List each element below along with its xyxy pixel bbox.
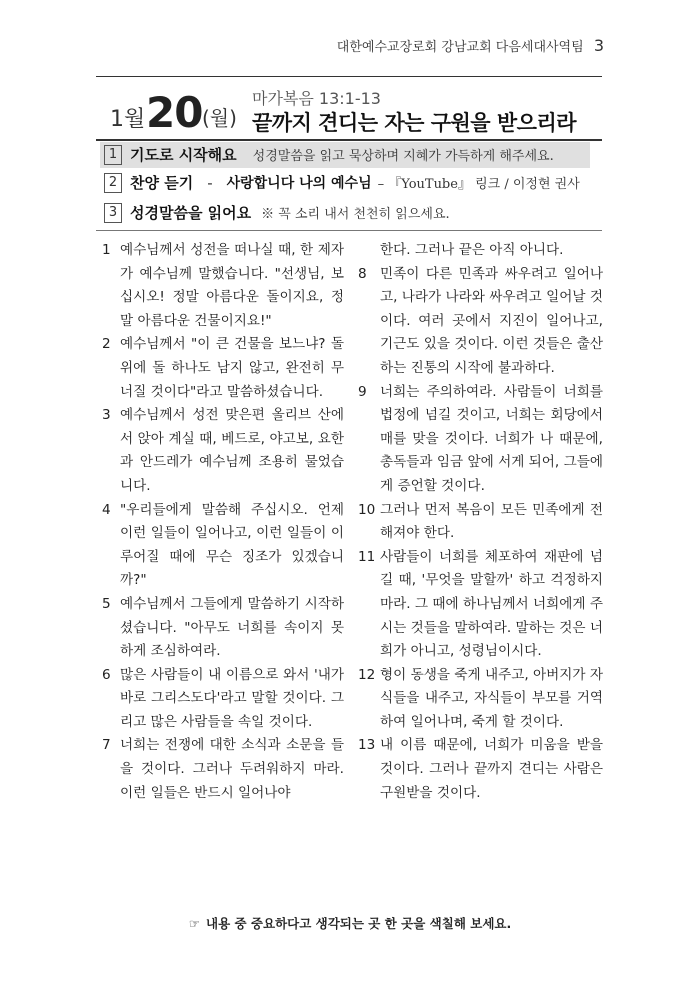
page-number: 3 (593, 36, 604, 55)
scripture-reference: 마가복음 13:1-13 (252, 89, 381, 108)
verse-number: 13 (358, 737, 376, 754)
verse (102, 734, 344, 805)
title-divider (96, 139, 602, 141)
verse (358, 263, 603, 381)
verse-text: 민족이 다른 민족과 싸우려고 일어나고, 나라가 나라와 싸우려고 일어날 것이다. 여러 곳에서 지진이 일어나고, 기근도 있을 것이다. 이런 것들은 출산하는 진통의 시작에 불과하다. (380, 265, 603, 376)
verse (358, 546, 603, 664)
step-read (104, 202, 450, 226)
verse-text: 너희는 주의하여라. 사람들이 너희를 법정에 넘길 것이고, 너희는 회당에서 매를 맞을 것이다. 너희가 나 때문에, 총독들과 임금 앞에 서게 되어, 그들에게 증언할 것이다. (380, 383, 603, 494)
step-description: ※ 꼭 소리 내서 천천히 읽으세요. (261, 207, 450, 222)
steps-divider (96, 230, 602, 231)
verse-text: "우리들에게 말씀해 주십시오. 언제 이런 일들이 일어나고, 이런 일들이 이루어질 때에 무슨 징조가 있겠습니까?" (120, 501, 344, 589)
verse-number: 5 (102, 595, 111, 612)
verse (102, 333, 344, 404)
hand-pointing-icon: ☞ (188, 916, 200, 931)
date-weekday: (월) (202, 106, 237, 130)
verse-number: 2 (102, 336, 111, 353)
verse (102, 593, 344, 664)
verse-text: 많은 사람들이 내 이름으로 와서 '내가 바로 그리스도다'라고 말할 것이다. 그리고 많은 사람들을 속일 것이다. (120, 666, 344, 730)
step-dash: - (207, 173, 213, 192)
step-number-box: 2 (104, 173, 122, 193)
step-number-box: 1 (104, 145, 122, 165)
step-label: 성경말씀을 읽어요 (130, 204, 252, 222)
verse (358, 734, 603, 805)
step-number-box: 3 (104, 203, 122, 223)
page-header (337, 36, 604, 55)
verse-text: 예수님께서 그들에게 말씀하기 시작하셨습니다. "아무도 너희를 속이지 못하게 조심하여라. (120, 595, 344, 660)
scripture-column-right (358, 239, 603, 805)
verse (102, 499, 344, 593)
verse-text: 너희는 전쟁에 대한 소식과 소문을 들을 것이다. 그러나 두려워하지 마라. 이런 일들은 반드시 일어나야 (120, 737, 344, 801)
verse-text: 형이 동생을 죽게 내주고, 아버지가 자식들을 내주고, 자식들이 부모를 거역하여 일어나며, 죽게 할 것이다. (380, 666, 603, 730)
verse (102, 239, 344, 333)
step-label: 기도로 시작해요 (130, 146, 237, 164)
verse-number: 11 (358, 548, 376, 565)
verse-continuation: 한다. 그러나 끝은 아직 아니다. (380, 242, 564, 258)
verse-text: 그러나 먼저 복음이 모든 민족에게 전해져야 한다. (380, 501, 603, 542)
step-praise (104, 172, 580, 196)
page-title: 끝까지 견디는 자는 구원을 받으리라 (252, 111, 577, 135)
header-team: 다음세대사역팀 (495, 40, 584, 55)
verse (358, 499, 603, 546)
step-label: 찬양 듣기 (130, 174, 194, 192)
verse-text: 내 이름 때문에, 너희가 미움을 받을 것이다. 그러나 끝까지 견디는 사람은 구원받을 것이다. (380, 737, 603, 801)
scripture-column-left (102, 239, 344, 805)
song-title: 사랑합니다 나의 예수님 (226, 175, 372, 192)
date-day: 20 (146, 88, 203, 137)
step-prayer (104, 144, 554, 168)
verse-number: 10 (358, 501, 376, 518)
verse-number: 6 (102, 666, 111, 683)
header-church: 강남교회 (441, 40, 492, 55)
verse-number: 8 (358, 265, 367, 282)
header-divider (96, 76, 602, 77)
verse-text: 사람들이 너희를 체포하여 재판에 넘길 때, '무엇을 말할까' 하고 걱정하지 마라. 그 때에 하나님께서 너희에게 주시는 것들을 말하여라. 말하는 것은 너희가 아니고, 성령님이시다. (380, 548, 603, 660)
verse (358, 381, 603, 499)
verse (102, 404, 344, 498)
verse-number: 3 (102, 407, 111, 424)
verse-number: 7 (102, 737, 111, 754)
verse-number: 1 (102, 242, 111, 258)
verse-text: 예수님께서 성전 맞은편 올리브 산에서 앉아 계실 때, 베드로, 야고보, 요한과 안드레가 예수님께 조용히 물었습니다. (120, 407, 344, 494)
verse-number: 9 (358, 383, 367, 400)
verse-number: 4 (102, 501, 111, 518)
header-org: 대한예수교장로회 (336, 40, 438, 55)
footer-instruction (0, 914, 700, 932)
verse-text: 예수님께서 성전을 떠나실 때, 한 제자가 예수님께 말했습니다. "선생님, 보십시오! 정말 아름다운 돌이지요, 정말 아름다운 건물이지요!" (120, 242, 344, 329)
verse (358, 664, 603, 735)
step-description: 성경말씀을 읽고 묵상하며 지혜가 가득하게 해주세요. (252, 149, 554, 164)
footer-text: 내용 중 중요하다고 생각되는 곳 한 곳을 색칠해 보세요. (206, 916, 512, 931)
verse-number: 12 (358, 666, 376, 683)
verse-text: 예수님께서 "이 큰 건물을 보느냐? 돌 위에 돌 하나도 남지 않고, 완전히 무너질 것이다"라고 말씀하셨습니다. (120, 336, 344, 400)
date-month: 1월 (110, 107, 146, 132)
verse (102, 664, 344, 735)
youtube-link[interactable]: – 『YouTube』 링크 / 이정현 권사 (377, 177, 580, 192)
